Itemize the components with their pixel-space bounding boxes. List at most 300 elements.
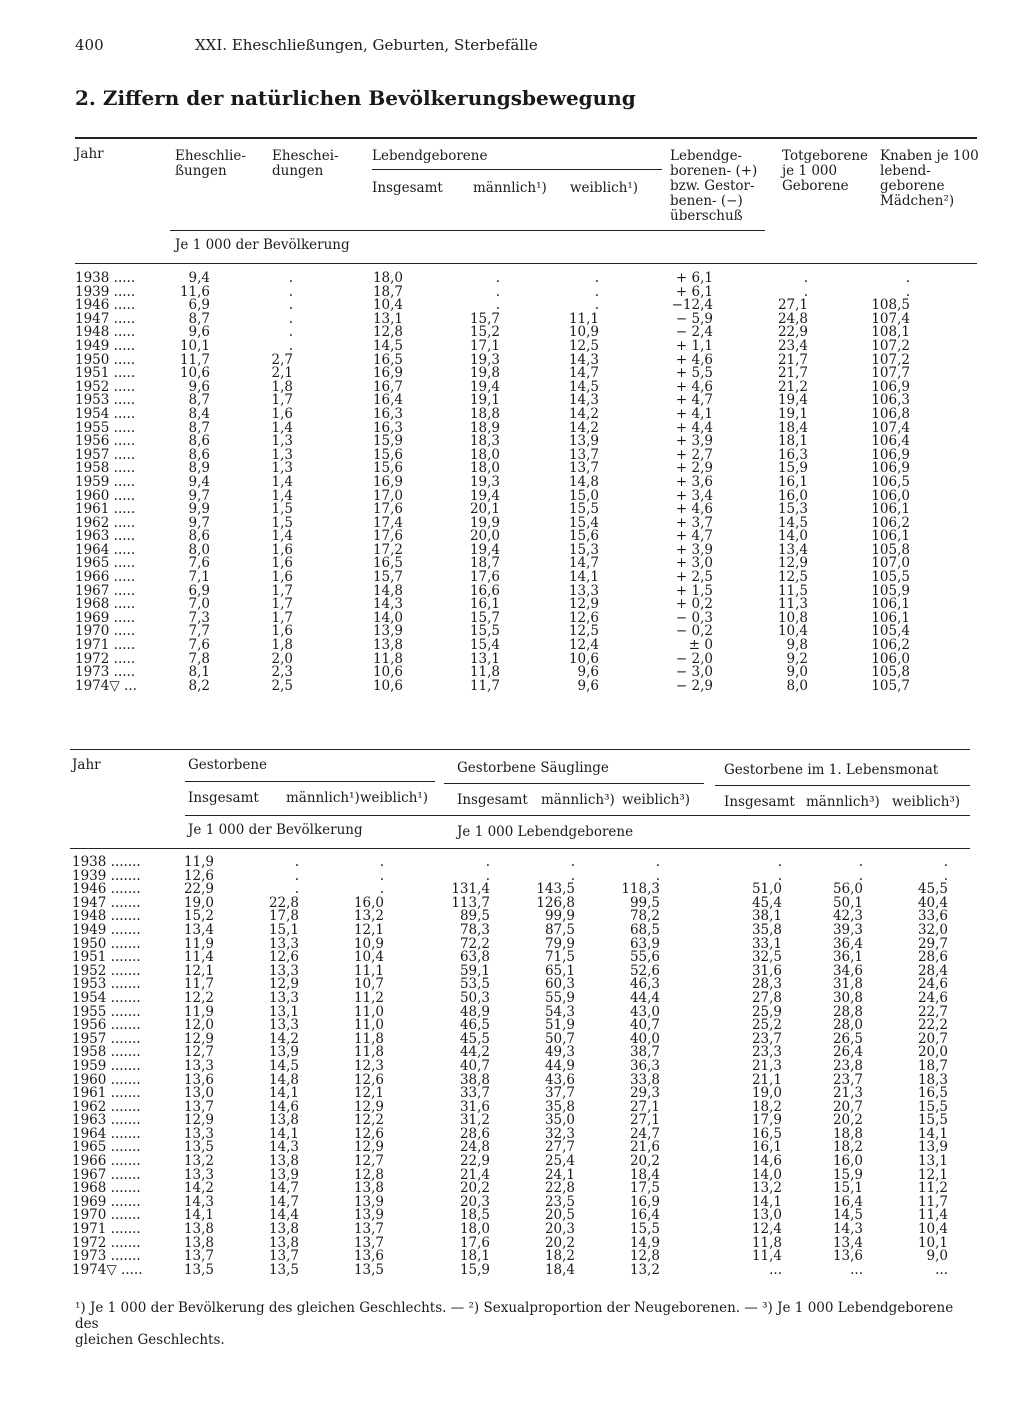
cell-lebend-insgesamt: 16,4 bbox=[372, 392, 403, 409]
cell-monat-weiblich: 15,5 bbox=[917, 1098, 948, 1115]
cell-gest-weiblich: 12,7 bbox=[353, 1153, 384, 1170]
cell-jahr: 1958 ..... bbox=[75, 460, 136, 477]
table-row bbox=[75, 272, 985, 286]
cell-lebend-insgesamt: 16,9 bbox=[372, 473, 403, 490]
cell-saeug-maennlich: 71,5 bbox=[544, 949, 575, 966]
cell-ueberschuss: + 4,6 bbox=[675, 351, 713, 368]
cell-totgeborene: 14,5 bbox=[777, 514, 808, 531]
cell-gest-weiblich: 11,2 bbox=[353, 989, 384, 1006]
cell-lebend-insgesamt: 16,5 bbox=[372, 351, 403, 368]
cell-monat-maennlich: 23,8 bbox=[832, 1057, 863, 1074]
cell-knaben: 107,4 bbox=[871, 419, 910, 436]
lebensmonat-rule bbox=[715, 785, 970, 786]
cell-lebend-maennlich: 15,2 bbox=[469, 324, 500, 341]
cell-gest-maennlich: 14,1 bbox=[268, 1085, 299, 1102]
cell-ehescheidungen: . bbox=[288, 297, 293, 314]
footnote-line-1: ¹) Je 1 000 der Bevölkerung des gleichen Geschlechts. — ²) Sexualproportion der Neugeborenen. — ³) Je 1 000 Lebendgeborene des bbox=[75, 1300, 954, 1332]
cell-saeug-weiblich: 16,4 bbox=[629, 1207, 660, 1224]
table-row bbox=[75, 557, 985, 571]
table2-header-bottom-rule bbox=[70, 848, 970, 849]
cell-monat-insgesamt: 33,1 bbox=[751, 935, 782, 952]
cell-eheschliessungen: 7,1 bbox=[188, 569, 210, 586]
cell-lebend-insgesamt: 15,9 bbox=[372, 433, 403, 450]
cell-jahr: 1955 ....... bbox=[72, 1003, 141, 1020]
cell-saeug-insgesamt: 113,7 bbox=[451, 894, 490, 911]
cell-monat-insgesamt: 18,2 bbox=[751, 1098, 782, 1115]
cell-gest-weiblich: 13,6 bbox=[353, 1248, 384, 1265]
cell-jahr: 1966 ..... bbox=[75, 569, 136, 586]
cell-saeug-maennlich: 22,8 bbox=[544, 1180, 575, 1197]
cell-monat-maennlich: 15,1 bbox=[832, 1180, 863, 1197]
cell-gest-maennlich: 13,9 bbox=[268, 1166, 299, 1183]
cell-monat-maennlich: 26,4 bbox=[832, 1044, 863, 1061]
cell-lebend-weiblich: 10,9 bbox=[568, 324, 599, 341]
cell-eheschliessungen: 9,6 bbox=[188, 378, 210, 395]
cell-saeug-maennlich: . bbox=[570, 854, 575, 870]
cell-lebend-weiblich: 12,9 bbox=[568, 596, 599, 613]
cell-gest-insgesamt: 12,6 bbox=[183, 867, 214, 884]
cell-lebend-maennlich: . bbox=[495, 283, 500, 300]
cell-gest-maennlich: 12,6 bbox=[268, 949, 299, 966]
cell-eheschliessungen: 8,9 bbox=[188, 460, 210, 477]
cell-jahr: 1962 ....... bbox=[72, 1098, 141, 1115]
cell-ehescheidungen: 1,5 bbox=[271, 514, 293, 531]
cell-monat-weiblich: 28,6 bbox=[917, 949, 948, 966]
cell-saeug-maennlich: 32,3 bbox=[544, 1125, 575, 1142]
cell-saeug-insgesamt: 21,4 bbox=[459, 1166, 490, 1183]
cell-ueberschuss: + 4,4 bbox=[675, 419, 713, 436]
cell-gest-maennlich: 13,8 bbox=[268, 1112, 299, 1129]
cell-monat-weiblich: 11,4 bbox=[917, 1207, 948, 1224]
cell-monat-weiblich: 40,4 bbox=[917, 894, 948, 911]
cell-lebend-maennlich: 16,1 bbox=[469, 596, 500, 613]
cell-monat-maennlich: 26,5 bbox=[832, 1030, 863, 1047]
table-row bbox=[75, 394, 985, 408]
cell-monat-insgesamt: 14,0 bbox=[751, 1166, 782, 1183]
cell-ueberschuss: + 1,5 bbox=[675, 582, 713, 599]
page-number: 400 bbox=[75, 36, 104, 54]
cell-gest-maennlich: 13,3 bbox=[268, 989, 299, 1006]
cell-totgeborene: 15,3 bbox=[777, 501, 808, 518]
cell-gest-weiblich: 11,1 bbox=[353, 962, 384, 979]
cell-lebend-insgesamt: 16,3 bbox=[372, 405, 403, 422]
cell-gest-weiblich: . bbox=[379, 867, 384, 884]
cell-gest-maennlich: 14,7 bbox=[268, 1180, 299, 1197]
cell-eheschliessungen: 7,8 bbox=[188, 650, 210, 667]
cell-saeug-maennlich: 143,5 bbox=[536, 881, 575, 898]
cell-ehescheidungen: 1,3 bbox=[271, 433, 293, 450]
cell-lebend-insgesamt: 13,8 bbox=[372, 637, 403, 654]
cell-monat-insgesamt: 31,6 bbox=[751, 962, 782, 979]
cell-saeug-insgesamt: 46,5 bbox=[459, 1017, 490, 1034]
cell-totgeborene: . bbox=[803, 270, 808, 286]
cell-lebend-weiblich: 12,5 bbox=[568, 623, 599, 640]
col-header-totgeborene: Totgeborene je 1 000 Geborene bbox=[782, 148, 869, 194]
cell-ehescheidungen: 2,0 bbox=[271, 650, 293, 667]
cell-lebend-weiblich: 14,3 bbox=[568, 392, 599, 409]
cell-totgeborene: 15,9 bbox=[777, 460, 808, 477]
cell-lebend-insgesamt: 17,6 bbox=[372, 528, 403, 545]
cell-jahr: 1939 ....... bbox=[72, 867, 141, 884]
cell-lebend-maennlich: 16,6 bbox=[469, 582, 500, 599]
cell-jahr: 1971 ....... bbox=[72, 1221, 141, 1238]
table-row bbox=[75, 378, 985, 395]
cell-knaben: 105,5 bbox=[871, 569, 910, 586]
cell-gest-insgesamt: 13,0 bbox=[183, 1085, 214, 1102]
cell-gest-maennlich: 13,3 bbox=[268, 962, 299, 979]
cell-gest-maennlich: 13,5 bbox=[268, 1261, 299, 1278]
cell-ueberschuss: + 4,6 bbox=[675, 501, 713, 518]
cell-knaben: 105,7 bbox=[871, 677, 910, 694]
cell-ueberschuss: + 4,1 bbox=[675, 405, 713, 422]
cell-saeug-maennlich: 99,9 bbox=[544, 908, 575, 925]
cell-saeug-maennlich: 79,9 bbox=[544, 935, 575, 952]
footnotes bbox=[75, 1300, 980, 1348]
col-header-lebensmonat: Gestorbene im 1. Lebensmonat bbox=[724, 762, 939, 778]
cell-totgeborene: 23,4 bbox=[777, 337, 808, 354]
cell-saeug-weiblich: 33,8 bbox=[629, 1071, 660, 1088]
cell-saeug-insgesamt: 28,6 bbox=[459, 1125, 490, 1142]
table-row bbox=[75, 582, 985, 599]
cell-jahr: 1938 ....... bbox=[72, 854, 141, 870]
cell-gest-insgesamt: 11,9 bbox=[183, 1003, 214, 1020]
cell-gest-insgesamt: 11,7 bbox=[183, 976, 214, 993]
table2-unit-label-2: Je 1 000 Lebendgeborene bbox=[457, 824, 634, 840]
cell-saeug-weiblich: 36,3 bbox=[629, 1057, 660, 1074]
cell-monat-weiblich: 15,5 bbox=[917, 1112, 948, 1129]
cell-gest-weiblich: 11,8 bbox=[353, 1030, 384, 1047]
col-header-s-weiblich: weiblich³) bbox=[622, 792, 691, 808]
cell-eheschliessungen: 9,6 bbox=[188, 324, 210, 341]
cell-monat-maennlich: 13,6 bbox=[832, 1248, 863, 1265]
cell-knaben: 106,0 bbox=[871, 650, 910, 667]
cell-monat-insgesamt: 23,3 bbox=[751, 1044, 782, 1061]
cell-saeug-insgesamt: 63,8 bbox=[459, 949, 490, 966]
table2-unit-label-1: Je 1 000 der Bevölkerung bbox=[188, 822, 363, 838]
cell-eheschliessungen: 11,6 bbox=[179, 283, 210, 300]
cell-gest-insgesamt: 12,9 bbox=[183, 1112, 214, 1129]
cell-lebend-weiblich: 14,5 bbox=[568, 378, 599, 395]
cell-saeug-maennlich: 60,3 bbox=[544, 976, 575, 993]
cell-jahr: 1967 ..... bbox=[75, 582, 136, 599]
cell-monat-maennlich: 50,1 bbox=[832, 894, 863, 911]
cell-totgeborene: 9,8 bbox=[786, 637, 808, 654]
cell-lebend-weiblich: 9,6 bbox=[577, 677, 599, 694]
table-row bbox=[75, 487, 985, 504]
table-row bbox=[75, 541, 985, 558]
cell-knaben: 106,5 bbox=[871, 473, 910, 490]
cell-gest-weiblich: 12,6 bbox=[353, 1071, 384, 1088]
col-header-gestorbene: Gestorbene bbox=[188, 757, 268, 773]
cell-monat-maennlich: 14,5 bbox=[832, 1207, 863, 1224]
cell-saeug-insgesamt: 53,5 bbox=[459, 976, 490, 993]
cell-lebend-maennlich: 19,4 bbox=[469, 541, 500, 558]
cell-saeug-maennlich: 126,8 bbox=[536, 894, 575, 911]
cell-totgeborene: 22,9 bbox=[777, 324, 808, 341]
cell-saeug-weiblich: 44,4 bbox=[629, 989, 660, 1006]
cell-jahr: 1961 ..... bbox=[75, 501, 136, 518]
cell-knaben: 106,2 bbox=[871, 514, 910, 531]
table-row bbox=[75, 473, 985, 490]
cell-knaben: 107,4 bbox=[871, 310, 910, 327]
cell-monat-maennlich: ... bbox=[850, 1261, 863, 1278]
cell-saeug-maennlich: 20,5 bbox=[544, 1207, 575, 1224]
col-header-t2-insgesamt: Insgesamt bbox=[188, 790, 259, 806]
cell-monat-maennlich: 13,4 bbox=[832, 1234, 863, 1251]
table-row bbox=[75, 446, 985, 463]
cell-monat-insgesamt: 38,1 bbox=[751, 908, 782, 925]
cell-lebend-maennlich: 11,8 bbox=[469, 664, 500, 681]
cell-ehescheidungen: 1,7 bbox=[271, 392, 293, 409]
cell-jahr: 1964 ..... bbox=[75, 541, 136, 558]
cell-jahr: 1958 ....... bbox=[72, 1044, 141, 1061]
cell-saeug-weiblich: 55,6 bbox=[629, 949, 660, 966]
cell-saeug-weiblich: 20,2 bbox=[629, 1153, 660, 1170]
cell-ehescheidungen: . bbox=[288, 283, 293, 300]
cell-monat-insgesamt: 11,4 bbox=[751, 1248, 782, 1265]
col-header-t2-maennlich: männlich¹) bbox=[286, 790, 360, 806]
cell-saeug-insgesamt: 48,9 bbox=[459, 1003, 490, 1020]
cell-jahr: 1953 ....... bbox=[72, 976, 141, 993]
cell-jahr: 1968 ....... bbox=[72, 1180, 141, 1197]
col-header-lm-insgesamt: Insgesamt bbox=[724, 794, 795, 810]
col-header-s-insgesamt: Insgesamt bbox=[457, 792, 528, 808]
cell-saeug-maennlich: 44,9 bbox=[544, 1057, 575, 1074]
cell-gest-maennlich: 13,9 bbox=[268, 1044, 299, 1061]
table-row bbox=[75, 598, 985, 612]
cell-saeug-insgesamt: 31,2 bbox=[459, 1112, 490, 1129]
cell-lebend-maennlich: 17,1 bbox=[469, 337, 500, 354]
cell-saeug-weiblich: 38,7 bbox=[629, 1044, 660, 1061]
cell-gest-weiblich: 16,0 bbox=[353, 894, 384, 911]
cell-saeug-weiblich: 40,7 bbox=[629, 1017, 660, 1034]
cell-monat-maennlich: 56,0 bbox=[832, 881, 863, 898]
cell-totgeborene: 8,0 bbox=[786, 677, 808, 694]
cell-monat-maennlich: 18,8 bbox=[832, 1125, 863, 1142]
cell-jahr: 1954 ....... bbox=[72, 989, 141, 1006]
table1-header-bottom-rule bbox=[75, 263, 977, 264]
cell-gest-weiblich: 13,7 bbox=[353, 1234, 384, 1251]
cell-jahr: 1959 ..... bbox=[75, 473, 136, 490]
cell-jahr: 1948 ....... bbox=[72, 908, 141, 925]
cell-monat-insgesamt: 21,1 bbox=[751, 1071, 782, 1088]
cell-jahr: 1973 ....... bbox=[72, 1248, 141, 1265]
cell-monat-weiblich: 14,1 bbox=[917, 1125, 948, 1142]
cell-knaben: . bbox=[905, 283, 910, 300]
cell-ueberschuss: − 3,0 bbox=[675, 664, 713, 681]
cell-totgeborene: 9,0 bbox=[786, 664, 808, 681]
cell-gest-maennlich: 15,1 bbox=[268, 921, 299, 938]
cell-lebend-maennlich: 19,8 bbox=[469, 365, 500, 382]
cell-saeug-weiblich: 52,6 bbox=[629, 962, 660, 979]
cell-lebend-insgesamt: 16,7 bbox=[372, 378, 403, 395]
cell-gest-weiblich: 12,2 bbox=[353, 1112, 384, 1129]
table-row bbox=[75, 299, 985, 313]
cell-ueberschuss: + 3,9 bbox=[675, 433, 713, 450]
cell-lebend-weiblich: . bbox=[594, 297, 599, 314]
cell-gest-insgesamt: 13,5 bbox=[183, 1139, 214, 1156]
cell-knaben: 106,4 bbox=[871, 433, 910, 450]
cell-gest-insgesamt: 13,8 bbox=[183, 1234, 214, 1251]
col-header-lm-maennlich: männlich³) bbox=[806, 794, 880, 810]
cell-ueberschuss: − 2,4 bbox=[675, 324, 713, 341]
cell-lebend-insgesamt: 10,6 bbox=[372, 677, 403, 694]
chapter-title: XXI. Eheschließungen, Geburten, Sterbefälle bbox=[195, 36, 538, 54]
table-row bbox=[75, 405, 985, 422]
cell-jahr: 1949 ..... bbox=[75, 337, 136, 354]
cell-lebend-maennlich: 15,5 bbox=[469, 623, 500, 640]
cell-saeug-insgesamt: 18,1 bbox=[459, 1248, 490, 1265]
cell-ehescheidungen: . bbox=[288, 270, 293, 286]
cell-totgeborene: 16,3 bbox=[777, 446, 808, 463]
cell-monat-weiblich: 29,7 bbox=[917, 935, 948, 952]
cell-lebend-weiblich: 15,4 bbox=[568, 514, 599, 531]
cell-monat-maennlich: 23,7 bbox=[832, 1071, 863, 1088]
table-row bbox=[75, 639, 985, 653]
cell-jahr: 1968 ..... bbox=[75, 596, 136, 613]
cell-gest-insgesamt: 15,2 bbox=[183, 908, 214, 925]
cell-lebend-insgesamt: 14,3 bbox=[372, 596, 403, 613]
cell-lebend-insgesamt: 17,2 bbox=[372, 541, 403, 558]
cell-lebend-weiblich: 15,6 bbox=[568, 528, 599, 545]
cell-monat-weiblich: 13,1 bbox=[917, 1153, 948, 1170]
cell-saeug-insgesamt: . bbox=[485, 854, 490, 870]
cell-gest-maennlich: 12,9 bbox=[268, 976, 299, 993]
cell-lebend-maennlich: 17,6 bbox=[469, 569, 500, 586]
cell-gest-weiblich: 13,9 bbox=[353, 1207, 384, 1224]
cell-saeug-maennlich: 20,2 bbox=[544, 1234, 575, 1251]
cell-totgeborene: 10,4 bbox=[777, 623, 808, 640]
cell-saeug-weiblich: 17,5 bbox=[629, 1180, 660, 1197]
cell-saeug-weiblich: 21,6 bbox=[629, 1139, 660, 1156]
cell-monat-maennlich: 16,0 bbox=[832, 1153, 863, 1170]
cell-gest-insgesamt: 13,3 bbox=[183, 1057, 214, 1074]
cell-eheschliessungen: 10,6 bbox=[179, 365, 210, 382]
unit-rule bbox=[170, 230, 765, 231]
cell-saeug-maennlich: 24,1 bbox=[544, 1166, 575, 1183]
cell-jahr: 1960 ..... bbox=[75, 487, 136, 504]
cell-gest-maennlich: 14,3 bbox=[268, 1139, 299, 1156]
cell-gest-weiblich: 13,9 bbox=[353, 1193, 384, 1210]
col-header-eheschliessungen: Eheschlie- ßungen bbox=[175, 148, 246, 179]
cell-totgeborene: 19,1 bbox=[777, 405, 808, 422]
cell-jahr: 1960 ....... bbox=[72, 1071, 141, 1088]
cell-lebend-weiblich: 15,0 bbox=[568, 487, 599, 504]
cell-saeug-weiblich: 24,7 bbox=[629, 1125, 660, 1142]
cell-ueberschuss: −12,4 bbox=[671, 297, 713, 314]
table-row bbox=[75, 503, 985, 517]
cell-saeug-maennlich: 35,0 bbox=[544, 1112, 575, 1129]
cell-lebend-weiblich: 12,4 bbox=[568, 637, 599, 654]
cell-ehescheidungen: 1,4 bbox=[271, 473, 293, 490]
cell-ehescheidungen: 1,6 bbox=[271, 623, 293, 640]
cell-ehescheidungen: 2,7 bbox=[271, 351, 293, 368]
cell-saeug-insgesamt: 40,7 bbox=[459, 1057, 490, 1074]
saeuglinge-rule bbox=[444, 783, 704, 784]
cell-saeug-insgesamt: 15,9 bbox=[459, 1261, 490, 1278]
cell-saeug-weiblich: 29,3 bbox=[629, 1085, 660, 1102]
cell-knaben: 108,5 bbox=[871, 297, 910, 314]
cell-gest-maennlich: 14,2 bbox=[268, 1030, 299, 1047]
cell-gest-maennlich: 22,8 bbox=[268, 894, 299, 911]
cell-eheschliessungen: 7,6 bbox=[188, 555, 210, 572]
cell-lebend-weiblich: 14,3 bbox=[568, 351, 599, 368]
cell-jahr: 1973 ..... bbox=[75, 664, 136, 681]
cell-gest-maennlich: 13,7 bbox=[268, 1248, 299, 1265]
cell-monat-weiblich: 10,4 bbox=[917, 1221, 948, 1238]
cell-lebend-maennlich: 11,7 bbox=[469, 677, 500, 694]
cell-gest-insgesamt: 13,2 bbox=[183, 1153, 214, 1170]
cell-eheschliessungen: 7,3 bbox=[188, 609, 210, 626]
cell-totgeborene: 11,3 bbox=[777, 596, 808, 613]
cell-ueberschuss: + 1,1 bbox=[675, 337, 713, 354]
cell-monat-weiblich: 45,5 bbox=[917, 881, 948, 898]
cell-monat-insgesamt: 14,6 bbox=[751, 1153, 782, 1170]
cell-monat-insgesamt: . bbox=[777, 854, 782, 870]
cell-monat-weiblich: 10,1 bbox=[917, 1234, 948, 1251]
cell-lebend-maennlich: 19,4 bbox=[469, 378, 500, 395]
table-row bbox=[75, 435, 985, 449]
cell-ueberschuss: + 3,6 bbox=[675, 473, 713, 490]
cell-jahr: 1971 ..... bbox=[75, 637, 136, 654]
running-header bbox=[75, 36, 538, 54]
cell-saeug-maennlich: 54,3 bbox=[544, 1003, 575, 1020]
cell-ueberschuss: − 0,2 bbox=[675, 623, 713, 640]
cell-eheschliessungen: 8,2 bbox=[188, 677, 210, 694]
col-header-knaben: Knaben je 100 lebend- geborene Mädchen²) bbox=[880, 148, 979, 209]
cell-jahr: 1965 ..... bbox=[75, 555, 136, 572]
cell-eheschliessungen: 9,7 bbox=[188, 514, 210, 531]
cell-saeug-maennlich: 35,8 bbox=[544, 1098, 575, 1115]
cell-lebend-insgesamt: 15,6 bbox=[372, 460, 403, 477]
cell-ueberschuss: + 6,1 bbox=[675, 270, 713, 286]
cell-lebend-insgesamt: 15,6 bbox=[372, 446, 403, 463]
cell-jahr: 1956 ..... bbox=[75, 433, 136, 450]
cell-gest-maennlich: 14,7 bbox=[268, 1193, 299, 1210]
cell-ehescheidungen: . bbox=[288, 324, 293, 341]
cell-jahr: 1953 ..... bbox=[75, 392, 136, 409]
cell-gest-insgesamt: 13,7 bbox=[183, 1248, 214, 1265]
table2-unit-rule bbox=[185, 815, 970, 816]
table-row bbox=[75, 666, 985, 680]
col-header-lm-weiblich: weiblich³) bbox=[892, 794, 961, 810]
lebendgeborene-rule bbox=[372, 169, 662, 170]
cell-monat-weiblich: ... bbox=[935, 1261, 948, 1278]
cell-knaben: 106,9 bbox=[871, 460, 910, 477]
cell-eheschliessungen: 8,4 bbox=[188, 405, 210, 422]
cell-lebend-maennlich: 20,1 bbox=[469, 501, 500, 518]
cell-jahr: 1950 ..... bbox=[75, 351, 136, 368]
cell-lebend-maennlich: 18,0 bbox=[469, 460, 500, 477]
cell-gest-insgesamt: 11,4 bbox=[183, 949, 214, 966]
cell-ueberschuss: − 0,3 bbox=[675, 609, 713, 626]
cell-knaben: 107,0 bbox=[871, 555, 910, 572]
cell-saeug-insgesamt: 20,2 bbox=[459, 1180, 490, 1197]
cell-knaben: 106,2 bbox=[871, 637, 910, 654]
table-row bbox=[75, 462, 985, 476]
cell-ueberschuss: + 0,2 bbox=[675, 596, 713, 613]
cell-ueberschuss: + 4,7 bbox=[675, 392, 713, 409]
cell-knaben: 106,1 bbox=[871, 501, 910, 518]
cell-monat-insgesamt: 23,7 bbox=[751, 1030, 782, 1047]
cell-monat-weiblich: 18,7 bbox=[917, 1057, 948, 1074]
cell-gest-weiblich: 13,7 bbox=[353, 1221, 384, 1238]
cell-monat-insgesamt: 21,3 bbox=[751, 1057, 782, 1074]
cell-saeug-insgesamt: 18,5 bbox=[459, 1207, 490, 1224]
cell-gest-maennlich: 14,4 bbox=[268, 1207, 299, 1224]
cell-lebend-weiblich: . bbox=[594, 270, 599, 286]
cell-lebend-insgesamt: 14,8 bbox=[372, 582, 403, 599]
